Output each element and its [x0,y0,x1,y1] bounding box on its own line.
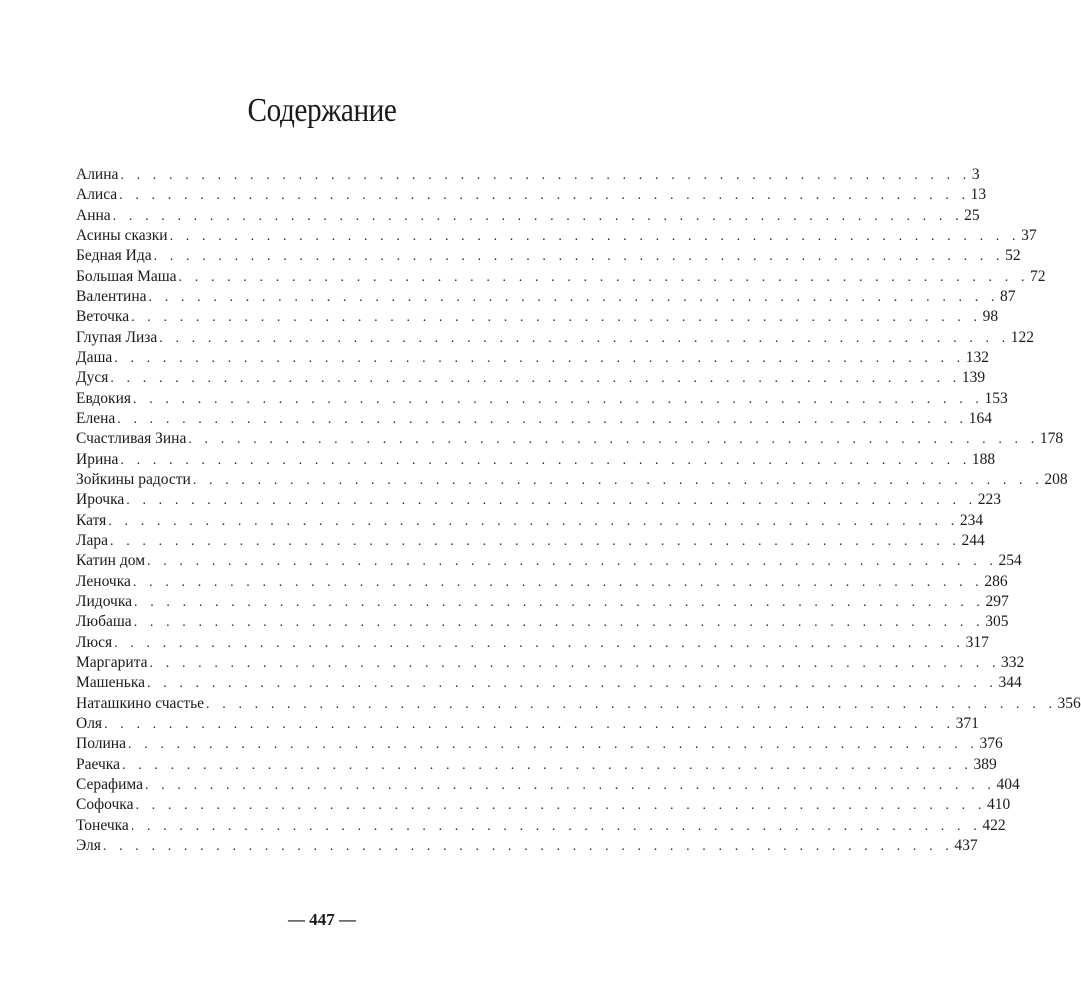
toc-entry-page: 25 [964,206,980,224]
toc-dot-leader: . . . . . . . . . . . . . . . . . . . . . . . . . . . . . . . . . . . . . . . . . . . . . . . . . . . . . [192,472,1044,488]
toc-dot-leader: . . . . . . . . . . . . . . . . . . . . . . . . . . . . . . . . . . . . . . . . . . . . . . . . . . . . . [135,798,986,814]
toc-entry [76,409,993,429]
toc-entry-title: Бедная Ида [76,247,152,265]
toc-entry [76,755,997,775]
toc-dot-leader: . . . . . . . . . . . . . . . . . . . . . . . . . . . . . . . . . . . . . . . . . . . . . . . . . . . . . [120,168,971,183]
toc-entry [76,734,1003,754]
toc-entry-title: Любаша [76,613,132,631]
toc-entry [76,206,980,226]
toc-entry-page: 188 [971,450,996,468]
toc-entry-page: 164 [968,409,993,427]
toc-entry [76,429,1064,449]
toc-dot-leader: . . . . . . . . . . . . . . . . . . . . . . . . . . . . . . . . . . . . . . . . . . . . . . . . . . . . . [133,391,984,407]
toc-dot-leader: . . . . . . . . . . . . . . . . . . . . . . . . . . . . . . . . . . . . . . . . . . . . . . . . . . . . . [178,269,1030,285]
toc-dot-leader: . . . . . . . . . . . . . . . . . . . . . . . . . . . . . . . . . . . . . . . . . . . . . . . . . . . . . [127,737,979,753]
toc-entry-title: Ирочка [76,491,125,509]
toc-entry-title: Раечка [76,755,120,773]
toc-entry-title: Большая Маша [76,267,177,285]
toc-dot-leader: . . . . . . . . . . . . . . . . . . . . . . . . . . . . . . . . . . . . . . . . . . . . . . . . . . . . . [110,371,961,387]
toc-entry-page: 317 [965,633,989,651]
toc-entry-title: Эля [76,836,101,854]
toc-entry-page: 286 [984,572,1008,590]
toc-entry [76,633,989,653]
toc-entry-title: Катин дом [76,552,146,570]
toc-entry-page: 344 [998,674,1022,692]
toc-dot-leader: . . . . . . . . . . . . . . . . . . . . . . . . . . . . . . . . . . . . . . . . . . . . . . . . . . . . . [119,188,970,204]
toc-dot-leader: . . . . . . . . . . . . . . . . . . . . . . . . . . . . . . . . . . . . . . . . . . . . . . . . . . . . . [114,350,965,366]
toc-entry-title: Веточка [76,308,130,326]
toc-dot-leader: . . . . . . . . . . . . . . . . . . . . . . . . . . . . . . . . . . . . . . . . . . . . . . . . . . . . . [144,777,996,793]
toc-dot-leader: . . . . . . . . . . . . . . . . . . . . . . . . . . . . . . . . . . . . . . . . . . . . . . . . . . . . . [148,289,1000,305]
toc-dot-leader: . . . . . . . . . . . . . . . . . . . . . . . . . . . . . . . . . . . . . . . . . . . . . . . . . . . . . [126,493,977,509]
toc-entry-title: Лара [76,531,109,549]
toc-entry [76,389,1008,409]
toc-entry [76,226,1037,246]
toc-entry-page: 389 [973,755,997,773]
toc-entry-page: 178 [1039,430,1064,448]
toc-entry-title: Машенька [76,674,146,692]
toc-entry-title: Катя [76,511,107,529]
toc-dot-leader: . . . . . . . . . . . . . . . . . . . . . . . . . . . . . . . . . . . . . . . . . . . . . . . . . . . . . [110,533,961,549]
toc-dot-leader: . . . . . . . . . . . . . . . . . . . . . . . . . . . . . . . . . . . . . . . . . . . . . . . . . . . . . [102,838,954,854]
toc-entry-page: 422 [982,816,1006,834]
toc-entry [76,328,1035,348]
toc-dot-leader: . . . . . . . . . . . . . . . . . . . . . . . . . . . . . . . . . . . . . . . . . . . . . . . . . . . . . [159,330,1010,346]
toc-entry [76,307,999,327]
toc-entry [76,531,985,551]
toc-entry [76,775,1020,795]
toc-entry-page: 254 [998,552,1022,570]
toc-entry-title: Люся [76,633,113,651]
toc-entry-page: 52 [1005,247,1021,265]
toc-entry-page: 404 [996,775,1020,793]
toc-entry-title: Серафима [76,775,143,793]
toc-entry [76,714,979,734]
toc-entry [76,572,1008,592]
toc-dot-leader: . . . . . . . . . . . . . . . . . . . . . . . . . . . . . . . . . . . . . . . . . . . . . . . . . . . . . [130,818,982,834]
toc-entry-title: Маргарита [76,653,148,671]
toc-entry [76,348,990,368]
toc-entry-title: Дуся [76,369,109,387]
toc-entry-title: Ирина [76,450,119,468]
toc-entry-page: 139 [961,369,986,387]
toc-entry-page: 223 [977,491,1002,509]
toc-entry-page: 98 [982,308,999,326]
toc-dot-leader: . . . . . . . . . . . . . . . . . . . . . . . . . . . . . . . . . . . . . . . . . . . . . . . . . . . . . [147,554,998,570]
toc-dot-leader: . . . . . . . . . . . . . . . . . . . . . . . . . . . . . . . . . . . . . . . . . . . . . . . . . . . . . [120,452,971,468]
toc-entry-page: 376 [979,735,1003,753]
toc-entry-page: 153 [984,389,1008,407]
toc-entry-title: Анна [76,206,111,224]
page-number: — 447 — [288,910,356,929]
toc-entry-title: Тонечка [76,816,129,834]
toc-entry-page: 371 [955,714,979,732]
toc-entry [76,673,1022,693]
toc-entry-page: 3 [971,166,980,183]
toc-dot-leader: . . . . . . . . . . . . . . . . . . . . . . . . . . . . . . . . . . . . . . . . . . . . . . . . . . . . . [114,635,965,651]
toc-dot-leader: . . . . . . . . . . . . . . . . . . . . . . . . . . . . . . . . . . . . . . . . . . . . . . . . . . . . . [108,513,959,529]
toc-entry [76,795,1011,815]
toc-entry [76,368,986,388]
page-title: Содержание [247,92,397,129]
toc-entry [76,653,1025,673]
toc-entry-page: 297 [985,592,1009,610]
toc-entry-title: Глупая Лиза [76,328,158,346]
toc-dot-leader: . . . . . . . . . . . . . . . . . . . . . . . . . . . . . . . . . . . . . . . . . . . . . . . . . . . . . [121,757,973,773]
toc-entry [76,165,980,185]
toc-entry-title: Елена [76,409,116,427]
toc-entry-page: 132 [965,348,990,366]
toc-dot-leader: . . . . . . . . . . . . . . . . . . . . . . . . . . . . . . . . . . . . . . . . . . . . . . . . . . . . . [149,655,1001,671]
toc-entry-title: Алина [76,166,119,183]
toc-dot-leader: . . . . . . . . . . . . . . . . . . . . . . . . . . . . . . . . . . . . . . . . . . . . . . . . . . . . . [117,411,968,427]
toc-entry-title: Софочка [76,796,134,814]
toc-entry [76,612,1009,632]
toc-entry-title: Полина [76,735,126,753]
toc-dot-leader: . . . . . . . . . . . . . . . . . . . . . . . . . . . . . . . . . . . . . . . . . . . . . . . . . . . . . [104,716,955,732]
toc-entry-page: 72 [1030,267,1046,285]
toc-entry [76,694,1081,714]
toc-entry-title: Зойкины радости [76,470,191,488]
toc-dot-leader: . . . . . . . . . . . . . . . . . . . . . . . . . . . . . . . . . . . . . . . . . . . . . . . . . . . . . [206,696,1057,712]
toc-entry [76,185,987,205]
toc-entry-page: 437 [954,836,978,854]
toc-entry-title: Лидочка [76,592,133,610]
toc-entry-page: 122 [1010,328,1035,346]
toc-entry [76,592,1009,612]
table-of-contents [76,165,1081,856]
toc-dot-leader: . . . . . . . . . . . . . . . . . . . . . . . . . . . . . . . . . . . . . . . . . . . . . . . . . . . . . [188,432,1039,448]
toc-dot-leader: . . . . . . . . . . . . . . . . . . . . . . . . . . . . . . . . . . . . . . . . . . . . . . . . . . . . . [134,594,985,610]
toc-entry [76,551,1022,571]
toc-entry-page: 410 [986,796,1011,814]
toc-dot-leader: . . . . . . . . . . . . . . . . . . . . . . . . . . . . . . . . . . . . . . . . . . . . . . . . . . . . . [112,208,964,224]
toc-entry [76,287,1016,307]
toc-entry-page: 234 [959,511,984,529]
toc-entry-title: Даша [76,348,113,366]
toc-entry-title: Алиса [76,186,118,204]
toc-entry-page: 37 [1021,226,1037,244]
toc-dot-leader: . . . . . . . . . . . . . . . . . . . . . . . . . . . . . . . . . . . . . . . . . . . . . . . . . . . . . [133,615,985,631]
toc-entry-title: Оля [76,714,103,732]
toc-entry-page: 356 [1057,694,1081,712]
toc-entry-title: Валентина [76,287,147,305]
toc-entry [76,267,1046,287]
toc-dot-leader: . . . . . . . . . . . . . . . . . . . . . . . . . . . . . . . . . . . . . . . . . . . . . . . . . . . . . [147,676,998,692]
toc-entry-title: Счастливая Зина [76,430,187,448]
toc-entry-page: 13 [970,186,987,204]
toc-entry-page: 87 [1000,287,1016,305]
toc-entry [76,470,1068,490]
toc-entry [76,246,1021,266]
toc-dot-leader: . . . . . . . . . . . . . . . . . . . . . . . . . . . . . . . . . . . . . . . . . . . . . . . . . . . . . [131,310,982,326]
toc-dot-leader: . . . . . . . . . . . . . . . . . . . . . . . . . . . . . . . . . . . . . . . . . . . . . . . . . . . . . [132,574,984,590]
toc-dot-leader: . . . . . . . . . . . . . . . . . . . . . . . . . . . . . . . . . . . . . . . . . . . . . . . . . . . . . [153,249,1005,265]
toc-entry [76,836,978,856]
toc-entry-page: 305 [985,613,1009,631]
toc-entry-title: Наташкино счастье [76,694,205,712]
toc-entry-title: Асины сказки [76,226,168,244]
toc-entry [76,511,984,531]
toc-entry-page: 208 [1044,470,1068,488]
toc-dot-leader: . . . . . . . . . . . . . . . . . . . . . . . . . . . . . . . . . . . . . . . . . . . . . . . . . . . . . [169,228,1021,244]
toc-entry-page: 332 [1001,653,1025,671]
toc-entry-title: Евдокия [76,389,131,407]
toc-entry [76,450,996,470]
toc-entry [76,490,1002,510]
toc-entry-title: Леночка [76,572,131,590]
toc-entry [76,816,1006,836]
toc-entry-page: 244 [961,531,985,549]
